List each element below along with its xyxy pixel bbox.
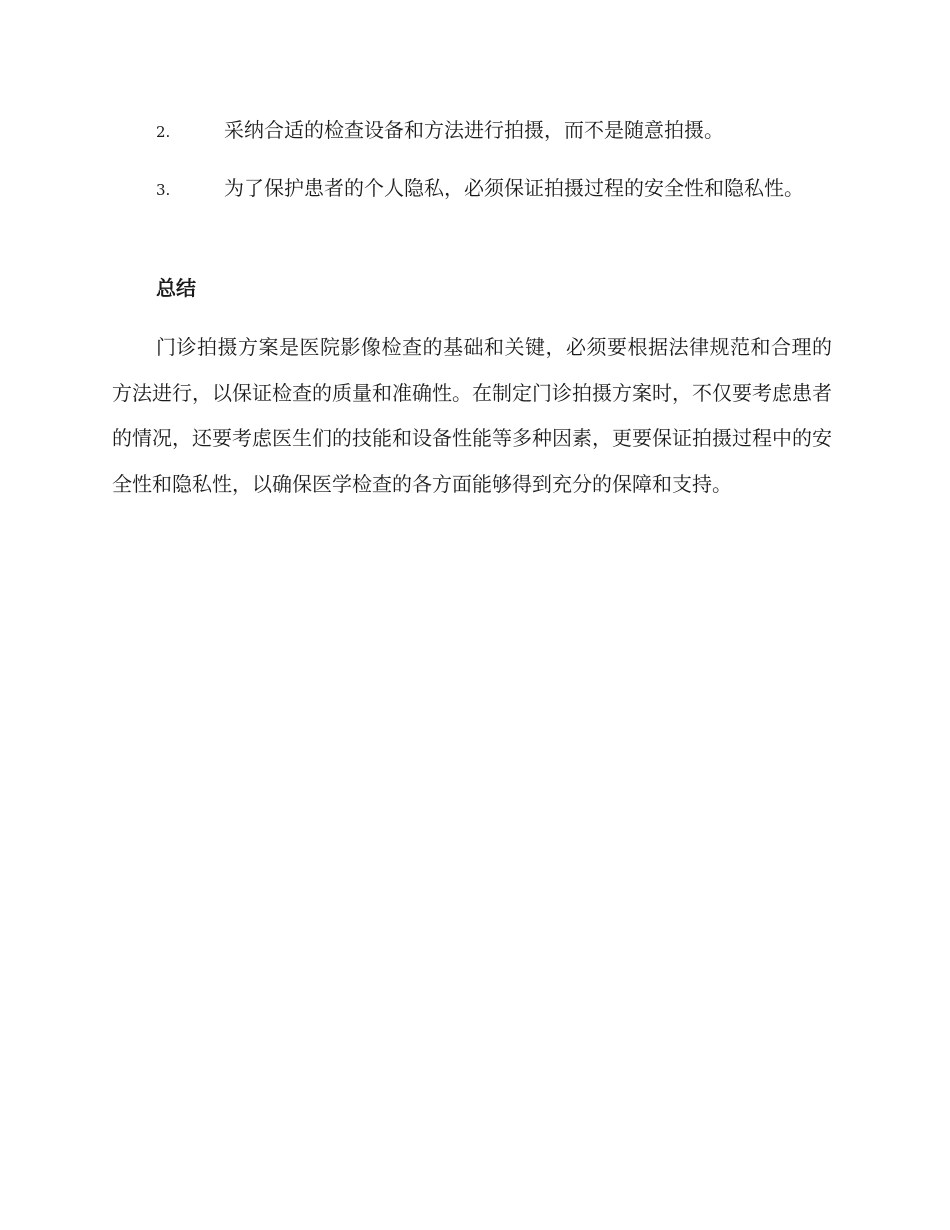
list-item-text: 为了保护患者的个人隐私，必须保证拍摄过程的安全性和隐私性。: [224, 176, 804, 200]
list-item: [112, 106, 832, 156]
list-item: [112, 164, 832, 214]
summary-heading: 总结: [156, 276, 196, 300]
list-item-text: 采纳合适的检查设备和方法进行拍摄，而不是随意拍摄。: [224, 118, 724, 142]
summary-paragraph: 门诊拍摄方案是医院影像检查的基础和关键，必须要根据法律规范和合理的方法进行，以保证检查的质量和准确性。在制定门诊拍摄方案时，不仅要考虑患者的情况，还要考虑医生们的技能和设备性能等多种因素，更要保证拍摄过程中的安全性和隐私性，以确保医学检查的各方面能够得到充分的保障和支持。: [112, 335, 832, 496]
list-item-number: 3.: [156, 181, 171, 199]
list-item-number: 2.: [156, 123, 171, 141]
